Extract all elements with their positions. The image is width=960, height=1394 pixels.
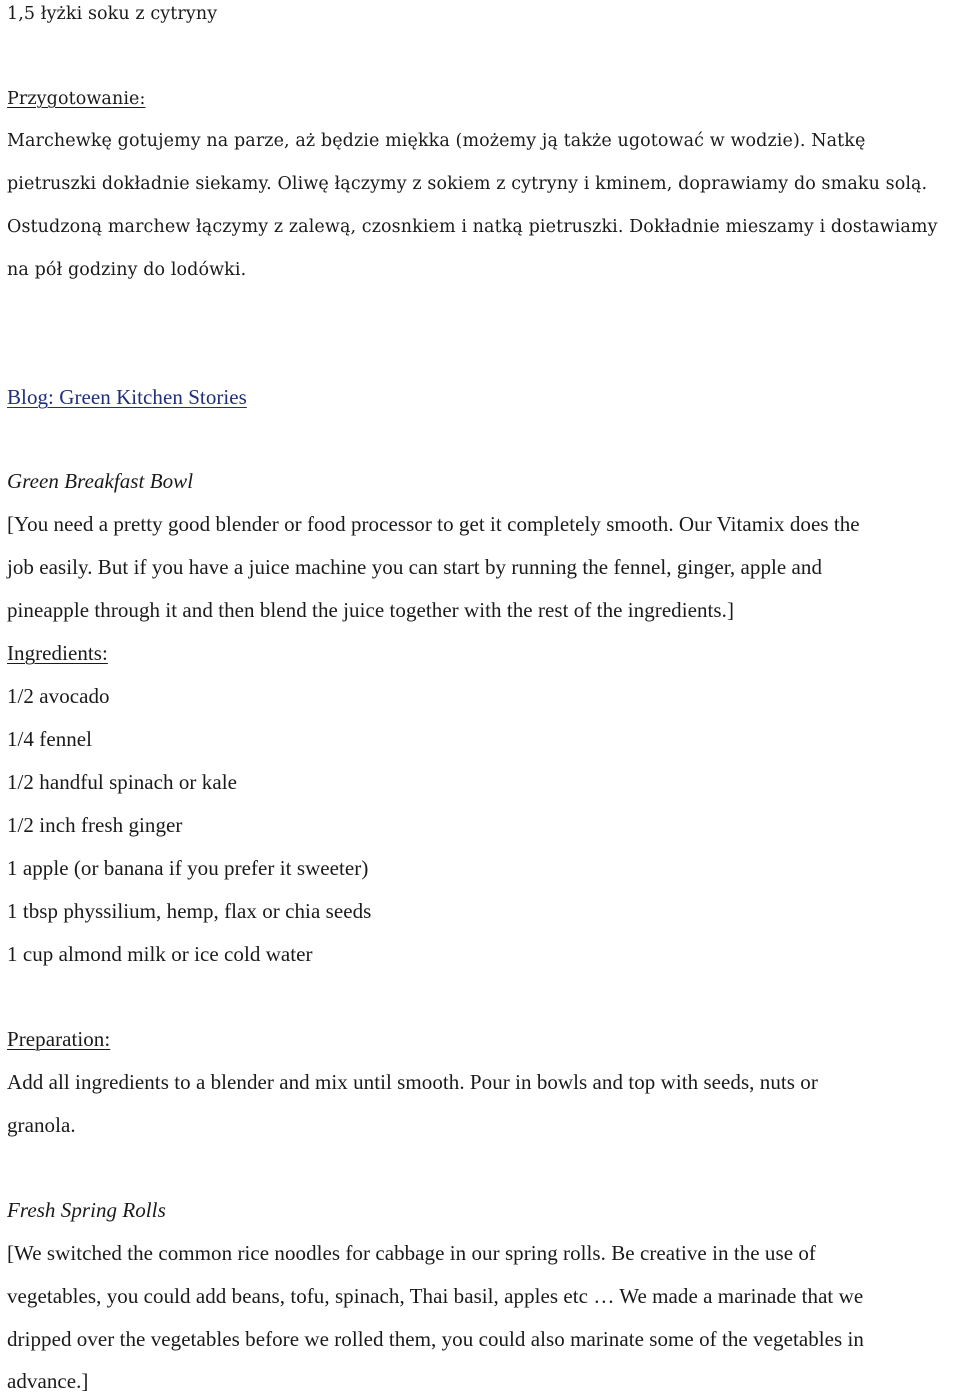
ingredient-item: 1 apple (or banana if you prefer it sweeter): [7, 856, 369, 880]
blog-link[interactable]: Blog: Green Kitchen Stories: [7, 385, 247, 409]
preparation-line: Add all ingredients to a blender and mix until smooth. Pour in bowls and top with seeds, nuts or: [7, 1070, 818, 1094]
ingredient-item: 1/2 avocado: [7, 684, 110, 708]
preparation-heading-pl: Przygotowanie:: [7, 89, 146, 109]
recipe-intro-line: advance.]: [7, 1369, 89, 1393]
preparation-line: granola.: [7, 1113, 76, 1137]
ingredient-item: 1 cup almond milk or ice cold water: [7, 942, 313, 966]
preparation-line-pl: Marchewkę gotujemy na parze, aż będzie miękka (możemy ją także ugotować w wodzie). Natkę: [7, 131, 866, 151]
preparation-line-pl: Ostudzoną marchew łączymy z zalewą, czosnkiem i natką pietruszki. Dokładnie mieszamy i dostawiamy: [7, 217, 938, 237]
preparation-heading: Preparation:: [7, 1027, 111, 1051]
recipe-title-green-bowl: Green Breakfast Bowl: [7, 469, 194, 493]
recipe-intro-line: [We switched the common rice noodles for cabbage in our spring rolls. Be creative in the use of: [7, 1241, 816, 1265]
ingredients-heading: Ingredients:: [7, 641, 108, 665]
recipe-intro-line: pineapple through it and then blend the juice together with the rest of the ingredients.]: [7, 598, 734, 622]
recipe-intro-line: [You need a pretty good blender or food processor to get it completely smooth. Our Vitamix does the: [7, 512, 860, 536]
preparation-line-pl: pietruszki dokładnie siekamy. Oliwę łączymy z sokiem z cytryny i kminem, doprawiamy do smaku solą.: [7, 174, 928, 194]
ingredient-item: 1/2 inch fresh ginger: [7, 813, 183, 837]
ingredient-item: 1 tbsp physsilium, hemp, flax or chia seeds: [7, 899, 372, 923]
recipe-title-spring-rolls: Fresh Spring Rolls: [7, 1198, 166, 1222]
preparation-line-pl: na pół godziny do lodówki.: [7, 260, 247, 280]
recipe-intro-line: vegetables, you could add beans, tofu, spinach, Thai basil, apples etc … We made a marinade that we: [7, 1284, 864, 1308]
ingredient-item: 1/2 handful spinach or kale: [7, 770, 237, 794]
recipe-intro-line: dripped over the vegetables before we rolled them, you could also marinate some of the vegetables in: [7, 1327, 864, 1351]
ingredient-item: 1/4 fennel: [7, 727, 93, 751]
ingredient-line: 1,5 łyżki soku z cytryny: [7, 4, 218, 24]
recipe-intro-line: job easily. But if you have a juice machine you can start by running the fennel, ginger, apple and: [7, 555, 823, 579]
